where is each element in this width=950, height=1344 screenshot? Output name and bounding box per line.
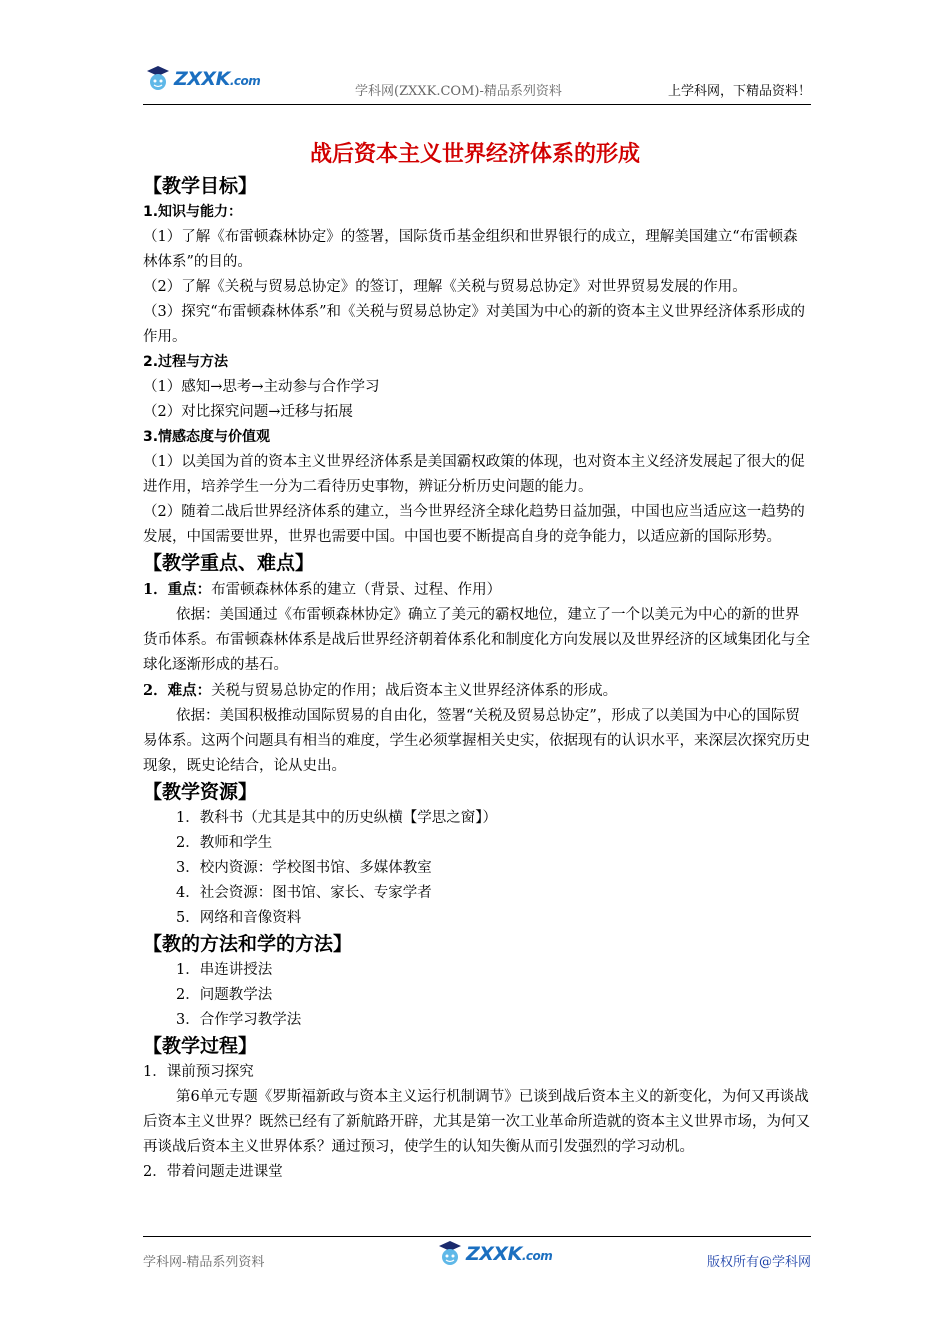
subheading-process: 2.过程与方法 bbox=[143, 354, 229, 370]
objective-paragraph: （1）以美国为首的资本主义世界经济体系是美国霸权政策的体现，也对资本主义经济发展起了很大的促进作用，培养学生一分为二看待历史事物，辨证分析历史问题的能力。 bbox=[143, 454, 805, 495]
list-item: 2．问题教学法 bbox=[176, 987, 273, 1003]
objective-paragraph: （2）了解《关税与贸易总协定》的签订，理解《关税与贸易总协定》对世界贸易发展的作用。 bbox=[143, 279, 747, 295]
zxxk-footer-logo[interactable] bbox=[435, 1239, 552, 1269]
logo-suffix: .com bbox=[521, 1249, 553, 1263]
document-title: 战后资本主义世界经济体系的形成 bbox=[309, 142, 640, 167]
heading-objectives: 【教学目标】 bbox=[143, 175, 258, 197]
zxxk-logo[interactable] bbox=[143, 64, 260, 94]
objective-paragraph: （2）对比探究问题→迁移与拓展 bbox=[143, 404, 353, 420]
heading-resources: 【教学资源】 bbox=[143, 781, 258, 803]
key-point-label: 1．重点： bbox=[143, 581, 212, 598]
key-point-basis: 依据：美国通过《布雷顿森林协定》确立了美元的霸权地位，建立了一个以美元为中心的新的世界货币体系。布雷顿森林体系是战后世界经济朝着体系化和制度化方向发展以及世界经济的区域集团化与全球化逐渐形成的基石。 bbox=[143, 607, 810, 673]
process-step-text: 第6单元专题《罗斯福新政与资本主义运行机制调节》已谈到战后资本主义的新变化，为何又再谈战后资本主义世界？既然已经有了新航路开辟，尤其是第一次工业革命所造就的资本主义世界市场，为何又再谈战后资本主义世界体系？通过预习，使学生的认知失衡从而引发强烈的学习动机。 bbox=[143, 1089, 810, 1155]
logo-text: ZXXK bbox=[466, 1243, 522, 1265]
list-item: 5．网络和音像资料 bbox=[176, 910, 302, 926]
difficult-point-label: 2．难点： bbox=[143, 682, 212, 699]
document-body bbox=[143, 173, 811, 1185]
list-item: 1．串连讲授法 bbox=[176, 962, 273, 978]
difficult-point-text: 关税与贸易总协定的作用；战后资本主义世界经济体系的形成。 bbox=[211, 683, 618, 699]
page-footer bbox=[143, 1236, 811, 1277]
heading-key-points: 【教学重点、难点】 bbox=[143, 552, 315, 574]
difficult-point-basis: 依据：美国积极推动国际贸易的自由化，签署“关税及贸易总协定”，形成了以美国为中心的国际贸易体系。这两个问题具有相当的难度，学生必须掌握相关史实，依据现有的认识水平，来深层次探究历史现象，既史论结合，论从史出。 bbox=[143, 708, 810, 774]
header-slogan: 上学科网，下精品资料！ bbox=[667, 84, 811, 99]
objective-paragraph: （2）随着二战后世界经济体系的建立，当今世界经济全球化趋势日益加强，中国也应当适应这一趋势的发展，中国需要世界，世界也需要中国。中国也要不断提高自身的竞争能力，以适应新的国际形势。 bbox=[143, 504, 805, 545]
process-step: 1．课前预习探究 bbox=[143, 1064, 254, 1080]
page-header bbox=[143, 62, 811, 105]
key-point bbox=[143, 577, 811, 603]
heading-process: 【教学过程】 bbox=[143, 1035, 258, 1057]
objective-paragraph: （3）探究“布雷顿森林体系”和《关税与贸易总协定》对美国为中心的新的资本主义世界经济体系形成的作用。 bbox=[143, 304, 806, 345]
subheading-knowledge: 1.知识与能力： bbox=[143, 204, 243, 220]
objective-paragraph: （1）了解《布雷顿森林协定》的签署，国际货币基金组织和世界银行的成立，理解美国建立“布雷顿森林体系”的目的。 bbox=[143, 229, 798, 270]
logo-text: ZXXK bbox=[174, 68, 230, 90]
list-item: 3．校内资源：学校图书馆、多媒体教室 bbox=[176, 860, 432, 876]
key-point-text: 布雷顿森林体系的建立（背景、过程、作用） bbox=[211, 582, 502, 598]
list-item: 2．教师和学生 bbox=[176, 835, 273, 851]
logo-suffix: .com bbox=[229, 74, 261, 88]
list-item: 4．社会资源：图书馆、家长、专家学者 bbox=[176, 885, 432, 901]
mascot-icon bbox=[143, 64, 173, 94]
list-item: 3．合作学习教学法 bbox=[176, 1012, 302, 1028]
footer-left-text: 学科网-精品系列资料 bbox=[143, 1255, 265, 1270]
difficult-point bbox=[143, 678, 811, 704]
objective-paragraph: （1）感知→思考→主动参与合作学习 bbox=[143, 379, 380, 395]
mascot-icon bbox=[435, 1239, 465, 1269]
process-step: 2．带着问题走进课堂 bbox=[143, 1164, 283, 1180]
heading-methods: 【教的方法和学的方法】 bbox=[143, 933, 353, 955]
list-item: 1．教科书（尤其是其中的历史纵横【学思之窗】） bbox=[176, 810, 497, 826]
footer-copyright-link[interactable]: 版权所有@学科网 bbox=[706, 1255, 811, 1270]
header-center-text: 学科网(ZXXK.COM)-精品系列资料 bbox=[355, 84, 562, 99]
subheading-values: 3.情感态度与价值观 bbox=[143, 429, 271, 445]
